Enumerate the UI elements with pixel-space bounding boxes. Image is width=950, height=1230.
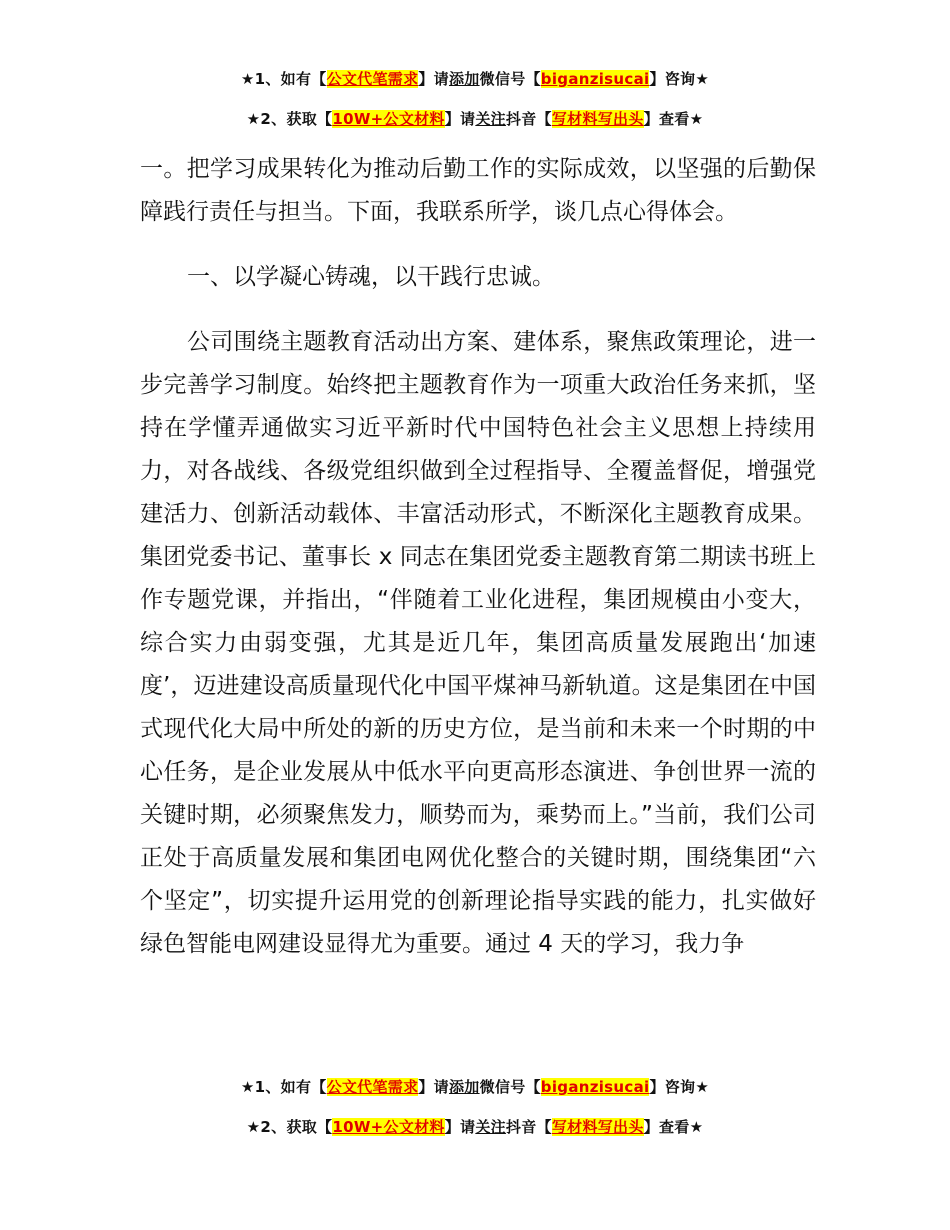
promo-text: 】请 <box>418 1078 449 1096</box>
promo-text: 】请 <box>444 1118 476 1136</box>
promo-text: 微信号【 <box>479 1078 541 1096</box>
promo-highlight-service: 公文代笔需求 <box>326 1078 419 1096</box>
promo-text: 】查看★ <box>643 110 704 128</box>
promo-highlight-service: 公文代笔需求 <box>326 70 419 88</box>
promo-text: 微信号【 <box>479 70 541 88</box>
promo-text: 】查看★ <box>643 1118 704 1136</box>
section-heading: 一、以学凝心铸魂，以干践行忠诚。 <box>187 264 555 290</box>
promo-text: ★1、如有【 <box>240 70 327 88</box>
promo-emphasis: 关注 <box>475 110 506 128</box>
promo-emphasis: 关注 <box>475 1118 506 1136</box>
promo-text: 】请 <box>418 70 449 88</box>
paragraph-intro: 一。把学习成果转化为推动后勤工作的实际成效，以坚强的后勤保障践行责任与担当。下面，我联系所学，谈几点心得体会。 <box>140 156 816 225</box>
promo-text: 】请 <box>444 110 476 128</box>
promo-text: 】咨询★ <box>649 70 710 88</box>
promo-line-1-top <box>0 68 950 89</box>
promo-highlight-materials: 10W+公文材料 <box>332 1118 445 1136</box>
document-body <box>140 148 816 966</box>
paragraph-main: 公司围绕主题教育活动出方案、建体系，聚焦政策理论，进一步完善学习制度。始终把主题教育作为一项重大政治任务来抓，坚持在学懂弄通做实习近平新时代中国特色社会主义思想上持续用力，对各战线、各级党组织做到全过程指导、全覆盖督促，增强党建活力、创新活动载体、丰富活动形式，不断深化主题教育成果。集团党委书记、董事长 x 同志在集团党委主题教育第二期读书班上作专题党课，并指出，“伴随着工业化进程，集团规模由小变大，综合实力由弱变强，尤其是近几年，集团高质量发展跑出‘加速度’，迈进建设高质量现代化中国平煤神马新轨道。这是集团在中国式现代化大局中所处的新的历史方位，是当前和未来一个时期的中心任务，是企业发展从中低水平向更高形态演进、争创世界一流的关键时期，必须聚焦发力，顺势而为，乘势而上。”当前，我们公司正处于高质量发展和集团电网优化整合的关键时期，围绕集团“六个坚定”，切实提升运用党的创新理论指导实践的能力，扎实做好绿色智能电网建设显得尤为重要。通过 4 天的学习，我力争 <box>140 329 816 957</box>
promo-highlight-wechat-id: biganzisucai <box>540 70 650 88</box>
promo-text: ★2、获取【 <box>246 1118 333 1136</box>
promo-line-2-bottom <box>0 1116 950 1137</box>
promo-emphasis: 添加 <box>448 70 480 88</box>
promo-line-2-top <box>0 108 950 129</box>
promo-highlight-materials: 10W+公文材料 <box>332 110 445 128</box>
promo-emphasis: 添加 <box>448 1078 480 1096</box>
promo-highlight-wechat-id: biganzisucai <box>540 1078 650 1096</box>
promo-text: ★2、获取【 <box>246 110 333 128</box>
promo-highlight-douyin: 写材料写出头 <box>551 1118 644 1136</box>
promo-text: 抖音【 <box>505 110 552 128</box>
promo-highlight-douyin: 写材料写出头 <box>551 110 644 128</box>
promo-text: 】咨询★ <box>649 1078 710 1096</box>
promo-text: 抖音【 <box>505 1118 552 1136</box>
promo-text: ★1、如有【 <box>240 1078 327 1096</box>
promo-line-1-bottom <box>0 1076 950 1097</box>
